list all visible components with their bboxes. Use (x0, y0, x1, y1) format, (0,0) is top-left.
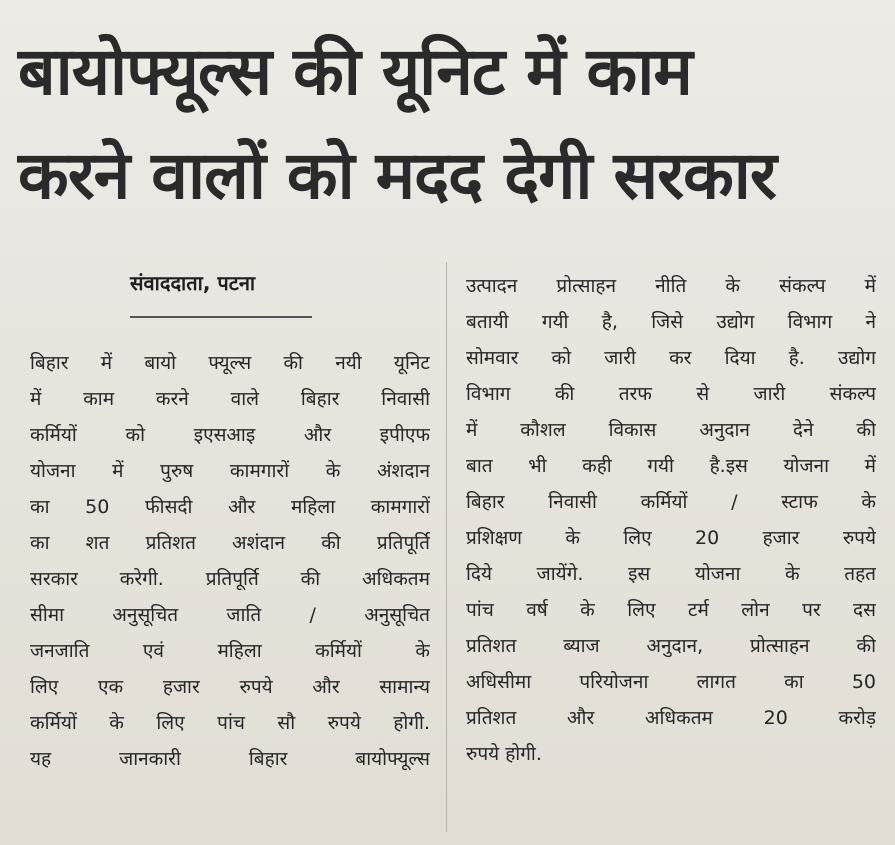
article-line: में काम करने वाले बिहार निवासी (30, 388, 430, 410)
article-line: का 50 फीसदी और महिला कामगारों (30, 496, 430, 518)
headline-line-1: बायोफ्यूल्स की यूनिट में काम (18, 33, 692, 110)
article-line: रुपये होगी. (466, 743, 542, 765)
article-line: बिहार निवासी कर्मियों / स्टाफ के (466, 491, 876, 513)
article-line: उत्पादन प्रोत्साहन नीति के संकल्प में (466, 275, 876, 297)
byline-divider (130, 316, 312, 318)
article-line: में कौशल विकास अनुदान देने की (466, 419, 876, 441)
article-line: कर्मियों के लिए पांच सौ रुपये होगी. (30, 712, 430, 734)
article-line: सोमवार को जारी कर दिया है. उद्योग (466, 347, 876, 369)
article-line: योजना में पुरुष कामगारों के अंशदान (30, 460, 430, 482)
headline-line-2: करने वालों को मदद देगी सरकार (18, 137, 776, 214)
article-line: पांच वर्ष के लिए टर्म लोन पर दस (466, 599, 876, 621)
article-line: यह जानकारी बिहार बायोफ्यूल्स (30, 748, 430, 770)
byline: संवाददाता, पटना (130, 271, 256, 295)
article-column-left (30, 345, 430, 777)
article-line: कर्मियों को इएसआइ और इपीएफ (30, 424, 430, 446)
article-column-right (466, 268, 876, 772)
article-line: प्रतिशत ब्याज अनुदान, प्रोत्साहन की (466, 635, 876, 657)
column-divider (446, 262, 447, 832)
article-line: बात भी कही गयी है.इस योजना में (466, 455, 876, 477)
article-line: बतायी गयी है, जिसे उद्योग विभाग ने (466, 311, 876, 333)
article-line: जनजाति एवं महिला कर्मियों के (30, 640, 430, 662)
article-line: का शत प्रतिशत अशंदान की प्रतिपूर्ति (30, 532, 430, 554)
article-line: दिये जायेंगे. इस योजना के तहत (466, 563, 876, 585)
article-line: सीमा अनुसूचित जाति / अनुसूचित (30, 604, 430, 626)
article-line: प्रशिक्षण के लिए 20 हजार रुपये (466, 527, 876, 549)
article-line: लिए एक हजार रुपये और सामान्य (30, 676, 430, 698)
article-line: अधिसीमा परियोजना लागत का 50 (466, 671, 876, 693)
article-line: बिहार में बायो फ्यूल्स की नयी यूनिट (30, 352, 430, 374)
article-line: विभाग की तरफ से जारी संकल्प (466, 383, 876, 405)
article-line: प्रतिशत और अधिकतम 20 करोड़ (466, 707, 876, 729)
article-line: सरकार करेगी. प्रतिपूर्ति की अधिकतम (30, 568, 430, 590)
